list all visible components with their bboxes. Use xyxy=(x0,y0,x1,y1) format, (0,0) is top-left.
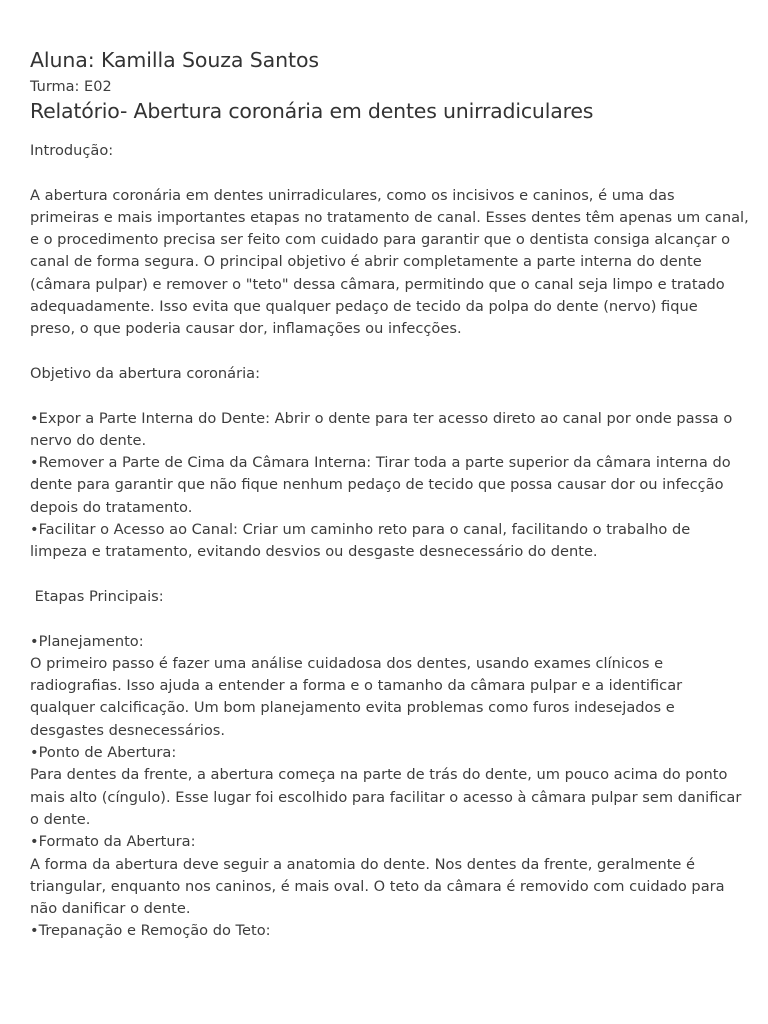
text-line: mais alto (cíngulo). Esse lugar foi escolhido para facilitar o acesso à câmara pulpar sem danificar xyxy=(30,788,742,806)
text-line: Para dentes da frente, a abertura começa na parte de trás do dente, um pouco acima do ponto xyxy=(30,766,728,784)
text-line: A forma da abertura deve seguir a anatomia do dente. Nos dentes da frente, geralmente é xyxy=(30,855,696,873)
text-line: desgastes desnecessários. xyxy=(30,721,226,739)
text-line: •Trepanação e Remoção do Teto: xyxy=(30,922,271,940)
report-body xyxy=(30,140,749,943)
text-line: •Ponto de Abertura: xyxy=(30,744,177,762)
text-line: qualquer calcificação. Um bom planejamento evita problemas como furos indesejados e xyxy=(30,699,675,717)
blank-line xyxy=(30,608,738,630)
text-line: preso, o que poderia causar dor, inflamações ou infecções. xyxy=(30,320,462,338)
text-line: dente para garantir que não fique nenhum pedaço de tecido que possa causar dor ou infecção xyxy=(30,476,724,494)
text-line: •Formato da Abertura: xyxy=(30,833,196,851)
text-line: nervo do dente. xyxy=(30,431,147,449)
blank-line xyxy=(30,385,738,407)
blank-line xyxy=(30,162,738,184)
text-line: não danificar o dente. xyxy=(30,900,191,918)
blank-line xyxy=(30,341,738,363)
text-line: radiografias. Isso ajuda a entender a forma e o tamanho da câmara pulpar e a identificar xyxy=(30,677,683,695)
text-line: limpeza e tratamento, evitando desvios ou desgaste desnecessário do dente. xyxy=(30,543,598,561)
text-line: Objetivo da abertura coronária: xyxy=(30,364,261,382)
blank-line xyxy=(30,564,738,586)
text-line: depois do tratamento. xyxy=(30,498,193,516)
text-line: •Planejamento: xyxy=(30,632,144,650)
text-line: O primeiro passo é fazer uma análise cuidadosa dos dentes, usando exames clínicos e xyxy=(30,654,664,672)
text-line: (câmara pulpar) e remover o "teto" dessa câmara, permitindo que o canal seja limpo e tratado xyxy=(30,275,725,293)
class-label: Turma: E02 xyxy=(30,79,112,95)
text-line: •Expor a Parte Interna do Dente: Abrir o dente para ter acesso direto ao canal por onde passa o xyxy=(30,409,733,427)
text-line: e o procedimento precisa ser feito com cuidado para garantir que o dentista consiga alcançar o xyxy=(30,231,731,249)
text-line: primeiras e mais importantes etapas no tratamento de canal. Esses dentes têm apenas um canal, xyxy=(30,208,749,226)
text-line: •Remover a Parte de Cima da Câmara Interna: Tirar toda a parte superior da câmara interna do xyxy=(30,454,731,472)
student-name: Aluna: Kamilla Souza Santos xyxy=(30,48,319,72)
text-line: adequadamente. Isso evita que qualquer pedaço de tecido da polpa do dente (nervo) fique xyxy=(30,298,698,316)
text-line: canal de forma segura. O principal objetivo é abrir completamente a parte interna do dente xyxy=(30,253,702,271)
text-line: A abertura coronária em dentes unirradiculares, como os incisivos e caninos, é uma das xyxy=(30,186,675,204)
text-line: triangular, enquanto nos caninos, é mais oval. O teto da câmara é removido com cuidado para xyxy=(30,877,725,895)
report-title: Relatório- Abertura coronária em dentes unirradiculares xyxy=(30,99,594,123)
text-line: Etapas Principais: xyxy=(30,587,164,605)
text-line: Introdução: xyxy=(30,142,114,159)
text-line: o dente. xyxy=(30,810,91,828)
text-line: •Facilitar o Acesso ao Canal: Criar um caminho reto para o canal, facilitando o trabalho de xyxy=(30,521,691,539)
